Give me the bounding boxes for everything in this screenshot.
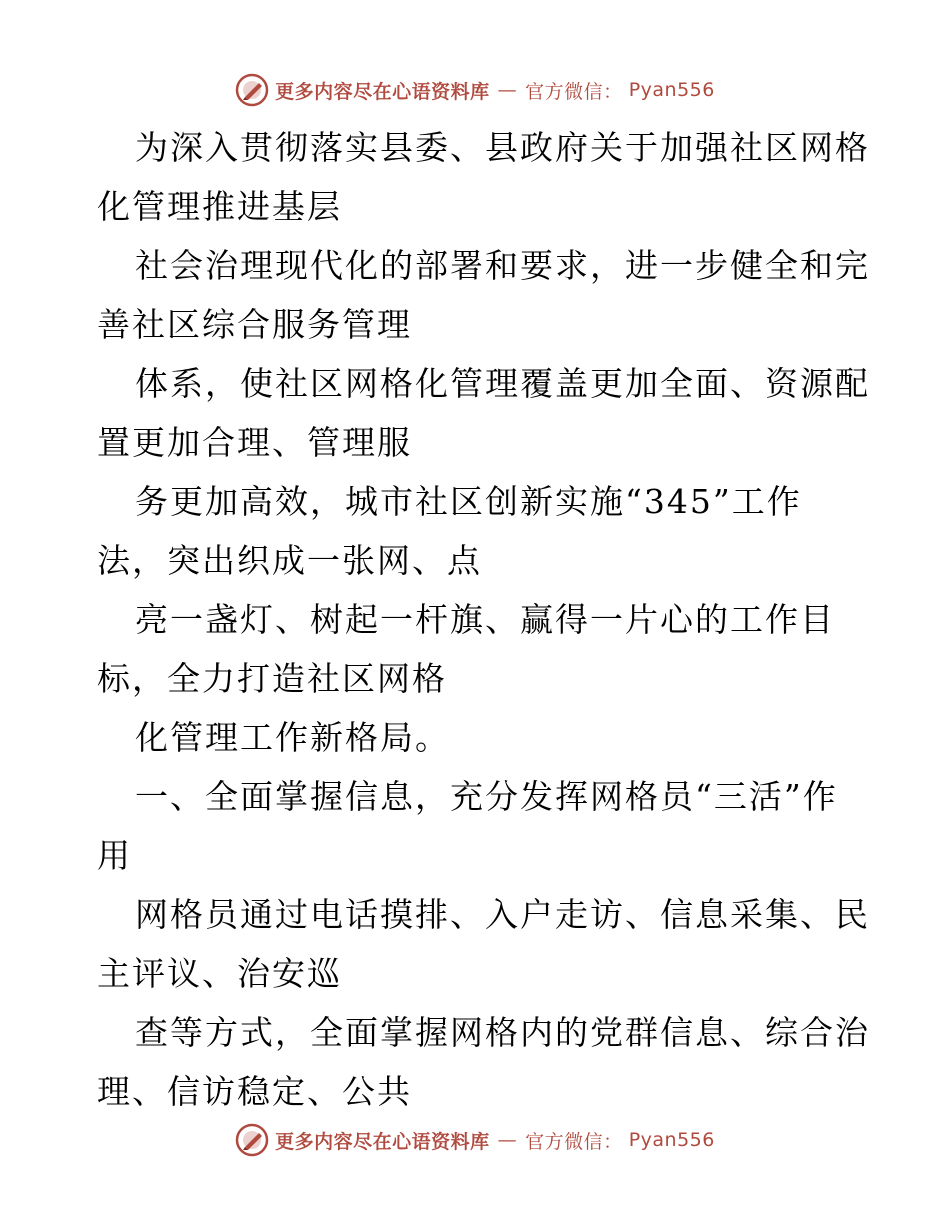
text-line: 体系，使社区网格化管理覆盖更加全面、资源配 — [135, 364, 870, 403]
text-line: 务更加高效，城市社区创新实施“345”工作 — [135, 482, 802, 521]
text-line: 为深入贯彻落实县委、县政府关于加强社区网格 — [135, 128, 870, 167]
watermark-wechat-id: Pyan556 — [628, 1129, 715, 1151]
text-line: 善社区综合服务管理 — [97, 305, 412, 344]
text-line: 亮一盏灯、树起一杆旗、赢得一片心的工作目 — [135, 600, 835, 639]
text-line: 化管理工作新格局。 — [135, 718, 450, 757]
text-line: 用 — [97, 836, 132, 875]
text-line: 法，突出织成一张网、点 — [97, 541, 482, 580]
document-body — [97, 118, 870, 1121]
text-line: 标，全力打造社区网格 — [97, 659, 447, 698]
footer-watermark — [0, 1120, 950, 1160]
text-line: 主评议、治安巡 — [97, 954, 342, 993]
text-line: 网格员通过电话摸排、入户走访、信息采集、民 — [135, 895, 870, 934]
logo-icon — [235, 73, 269, 107]
watermark-wechat-id: Pyan556 — [628, 79, 715, 101]
text-line: 置更加合理、管理服 — [97, 423, 412, 462]
watermark-dash: — — [497, 79, 518, 101]
watermark-text: 更多内容尽在心语资料库 — [275, 80, 490, 103]
watermark-text: 更多内容尽在心语资料库 — [275, 1130, 490, 1153]
watermark-wechat-label: 官方微信： — [525, 80, 623, 103]
text-line: 理、信访稳定、公共 — [97, 1072, 412, 1111]
text-line: 化管理推进基层 — [97, 187, 342, 226]
text-line: 社会治理现代化的部署和要求，进一步健全和完 — [135, 246, 870, 285]
header-watermark — [0, 70, 950, 110]
text-line: 一、全面掌握信息，充分发挥网格员“三活”作 — [135, 777, 838, 816]
watermark-wechat-label: 官方微信： — [525, 1130, 623, 1153]
logo-icon — [235, 1123, 269, 1157]
text-line: 查等方式，全面掌握网格内的党群信息、综合治 — [135, 1013, 870, 1052]
watermark-dash: — — [497, 1129, 518, 1151]
